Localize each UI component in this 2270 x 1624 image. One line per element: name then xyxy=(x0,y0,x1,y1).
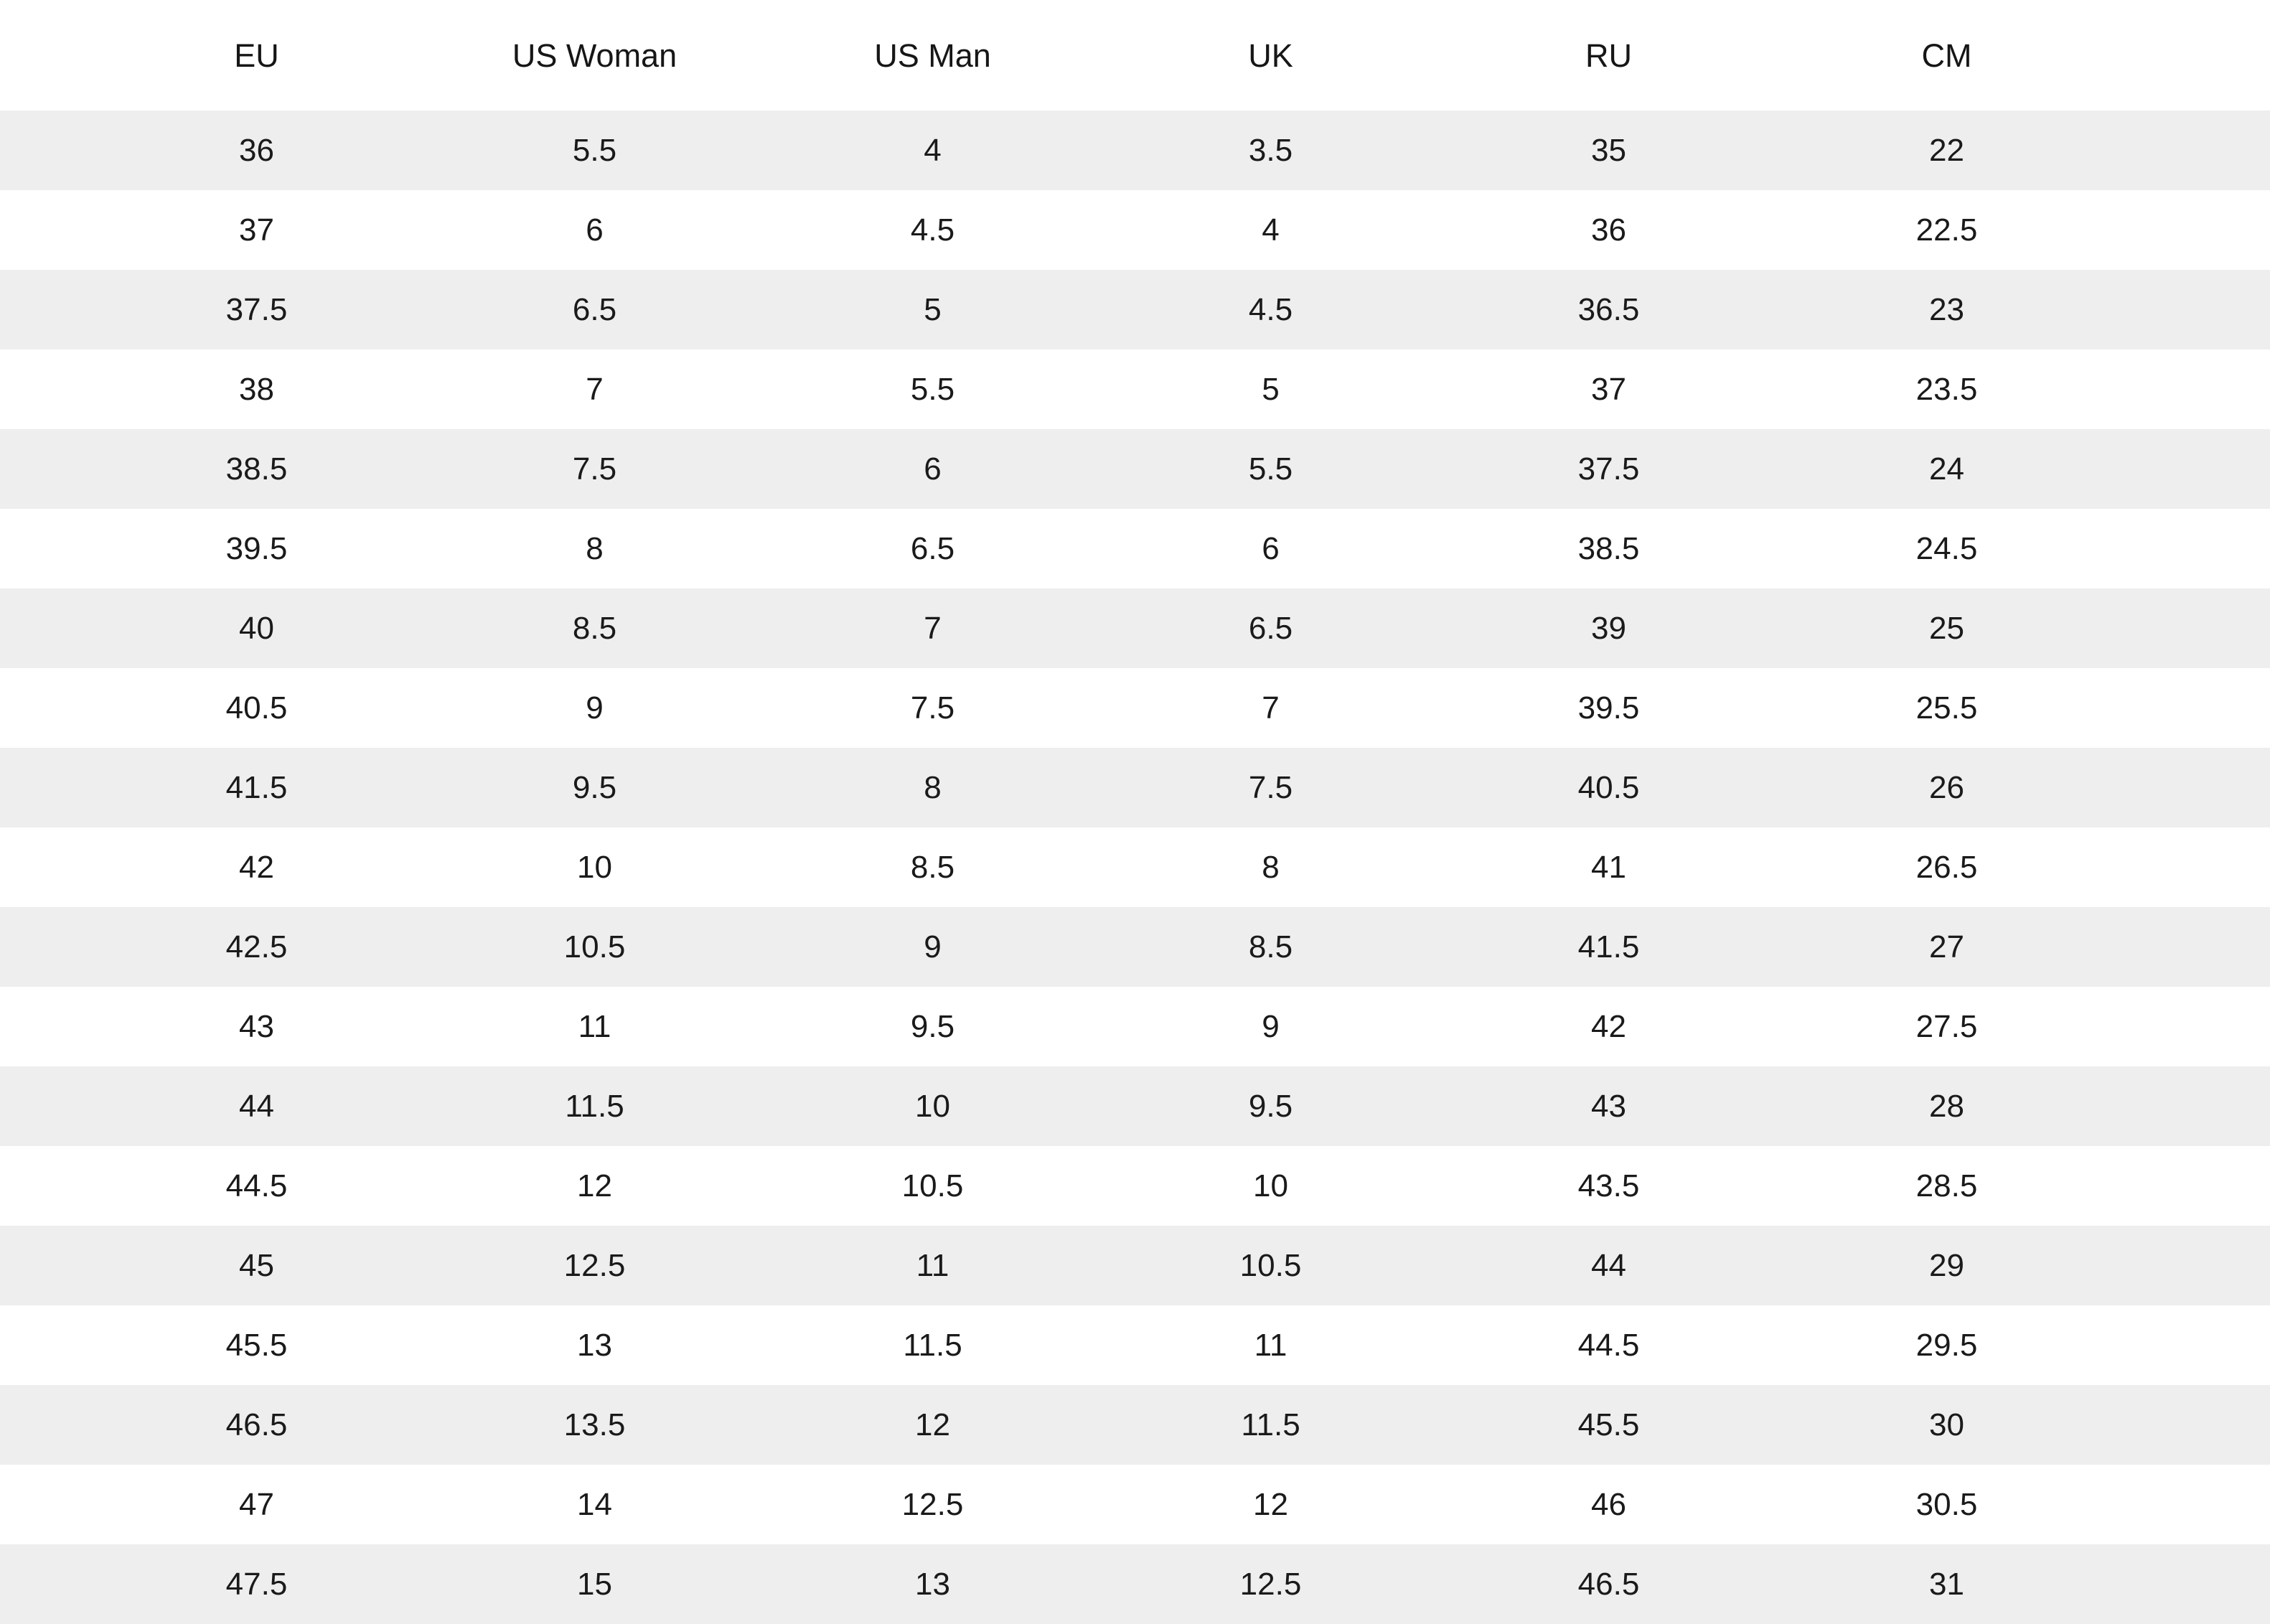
table-cell: 27.5 xyxy=(1915,1008,1978,1044)
column-header: CM xyxy=(1921,37,1972,74)
table-cell: 9 xyxy=(1262,1008,1280,1044)
table-cell: 31 xyxy=(1929,1566,1964,1602)
table-cell: 45 xyxy=(239,1247,274,1283)
table-cell: 40.5 xyxy=(225,690,288,726)
table-cell: 10 xyxy=(1253,1168,1288,1203)
table-cell: 7.5 xyxy=(572,451,617,487)
table-cell: 40 xyxy=(239,610,274,646)
table-cell: 44.5 xyxy=(225,1168,288,1203)
table-cell: 40.5 xyxy=(1577,769,1640,805)
table-cell: 43.5 xyxy=(1577,1168,1640,1203)
column-header: US Woman xyxy=(512,37,677,74)
table-cell: 11.5 xyxy=(565,1088,624,1124)
table-cell: 7 xyxy=(586,371,604,407)
table-cell: 7.5 xyxy=(1248,769,1293,805)
table-cell: 41.5 xyxy=(1577,929,1640,964)
table-cell: 26 xyxy=(1929,769,1964,805)
table-cell: 11.5 xyxy=(1241,1407,1300,1442)
table-cell: 37.5 xyxy=(225,291,288,327)
table-cell: 41.5 xyxy=(225,769,288,805)
table-row xyxy=(0,190,2270,270)
table-cell: 7 xyxy=(924,610,942,646)
table-row xyxy=(0,1066,2270,1146)
table-cell: 26.5 xyxy=(1915,849,1978,885)
table-cell: 39.5 xyxy=(1577,690,1640,726)
table-cell: 6 xyxy=(586,212,604,248)
table-row xyxy=(0,987,2270,1066)
table-row xyxy=(0,1146,2270,1226)
table-cell: 5 xyxy=(1262,371,1280,407)
table-cell: 42.5 xyxy=(225,929,288,964)
table-row xyxy=(0,349,2270,429)
table-cell: 13.5 xyxy=(563,1407,626,1442)
table-cell: 23.5 xyxy=(1915,371,1978,407)
table-row xyxy=(0,668,2270,748)
table-cell: 14 xyxy=(577,1486,612,1522)
table-cell: 46.5 xyxy=(225,1407,288,1442)
table-cell: 25.5 xyxy=(1915,690,1978,726)
column-header: EU xyxy=(234,37,279,74)
table-cell: 44 xyxy=(239,1088,274,1124)
table-row xyxy=(0,907,2270,987)
table-cell: 39.5 xyxy=(225,530,288,566)
table-cell: 13 xyxy=(577,1327,612,1363)
table-cell: 22 xyxy=(1929,132,1964,168)
table-cell: 8.5 xyxy=(910,849,955,885)
table-cell: 29.5 xyxy=(1915,1327,1978,1363)
table-cell: 8 xyxy=(1262,849,1280,885)
table-cell: 10 xyxy=(577,849,612,885)
table-row xyxy=(0,1465,2270,1544)
table-cell: 10.5 xyxy=(901,1168,964,1203)
table-cell: 42 xyxy=(239,849,274,885)
table-cell: 8 xyxy=(924,769,942,805)
table-body xyxy=(0,111,2270,1624)
table-cell: 9 xyxy=(586,690,604,726)
table-header-row xyxy=(0,0,2270,111)
table-cell: 44.5 xyxy=(1577,1327,1640,1363)
table-cell: 29 xyxy=(1929,1247,1964,1283)
table-row xyxy=(0,827,2270,907)
table-cell: 23 xyxy=(1929,291,1964,327)
table-cell: 11.5 xyxy=(903,1327,962,1363)
table-cell: 46 xyxy=(1591,1486,1626,1522)
table-cell: 42 xyxy=(1591,1008,1626,1044)
table-cell: 5 xyxy=(924,291,942,327)
table-cell: 37 xyxy=(1591,371,1626,407)
table-cell: 24.5 xyxy=(1915,530,1978,566)
table-row xyxy=(0,748,2270,827)
table-cell: 9 xyxy=(924,929,942,964)
table-cell: 47 xyxy=(239,1486,274,1522)
table-cell: 6.5 xyxy=(1248,610,1293,646)
table-cell: 37.5 xyxy=(1577,451,1640,487)
table-cell: 5.5 xyxy=(910,371,955,407)
table-row xyxy=(0,1305,2270,1385)
table-cell: 38.5 xyxy=(1577,530,1640,566)
table-cell: 13 xyxy=(915,1566,950,1602)
table-cell: 25 xyxy=(1929,610,1964,646)
table-cell: 12 xyxy=(577,1168,612,1203)
table-cell: 8.5 xyxy=(1248,929,1293,964)
table-cell: 9.5 xyxy=(1248,1088,1293,1124)
table-cell: 5.5 xyxy=(1248,451,1293,487)
table-cell: 5.5 xyxy=(572,132,617,168)
table-cell: 10.5 xyxy=(563,929,626,964)
table-cell: 47.5 xyxy=(225,1566,288,1602)
table-row xyxy=(0,1385,2270,1465)
table-cell: 36 xyxy=(239,132,274,168)
table-cell: 41 xyxy=(1591,849,1626,885)
table-cell: 6 xyxy=(924,451,942,487)
table-cell: 4.5 xyxy=(1248,291,1293,327)
table-cell: 12.5 xyxy=(563,1247,626,1283)
table-cell: 6 xyxy=(1262,530,1280,566)
table-cell: 9.5 xyxy=(572,769,617,805)
table-cell: 4 xyxy=(1262,212,1280,248)
table-cell: 46.5 xyxy=(1577,1566,1640,1602)
table-cell: 35 xyxy=(1591,132,1626,168)
table-cell: 39 xyxy=(1591,610,1626,646)
table-cell: 8.5 xyxy=(572,610,617,646)
table-cell: 28 xyxy=(1929,1088,1964,1124)
table-cell: 12.5 xyxy=(901,1486,964,1522)
table-row xyxy=(0,509,2270,588)
table-cell: 37 xyxy=(239,212,274,248)
table-cell: 36 xyxy=(1591,212,1626,248)
table-cell: 43 xyxy=(239,1008,274,1044)
table-cell: 43 xyxy=(1591,1088,1626,1124)
column-header: UK xyxy=(1248,37,1293,74)
table-cell: 44 xyxy=(1591,1247,1626,1283)
table-cell: 4.5 xyxy=(910,212,955,248)
table-cell: 11 xyxy=(1254,1327,1288,1363)
table-cell: 45.5 xyxy=(225,1327,288,1363)
table-cell: 11 xyxy=(916,1247,949,1283)
table-row xyxy=(0,429,2270,509)
table-cell: 7.5 xyxy=(910,690,955,726)
table-cell: 7 xyxy=(1262,690,1280,726)
table-cell: 6.5 xyxy=(572,291,617,327)
table-cell: 30 xyxy=(1929,1407,1964,1442)
table-cell: 24 xyxy=(1929,451,1964,487)
table-row xyxy=(0,111,2270,190)
table-cell: 12.5 xyxy=(1239,1566,1302,1602)
table-cell: 12 xyxy=(1253,1486,1288,1522)
table-cell: 10.5 xyxy=(1239,1247,1302,1283)
table-cell: 3.5 xyxy=(1248,132,1293,168)
table-row xyxy=(0,588,2270,668)
table-row xyxy=(0,1544,2270,1624)
table-cell: 38 xyxy=(239,371,274,407)
table-cell: 28.5 xyxy=(1915,1168,1978,1203)
table-cell: 36.5 xyxy=(1577,291,1640,327)
table-cell: 45.5 xyxy=(1577,1407,1640,1442)
table-cell: 11 xyxy=(578,1008,611,1044)
table-cell: 4 xyxy=(924,132,942,168)
table-cell: 15 xyxy=(577,1566,612,1602)
table-cell: 27 xyxy=(1929,929,1964,964)
table-cell: 30.5 xyxy=(1915,1486,1978,1522)
column-header: US Man xyxy=(874,37,991,74)
column-header: RU xyxy=(1585,37,1632,74)
table-cell: 38.5 xyxy=(225,451,288,487)
table-row xyxy=(0,1226,2270,1305)
table-cell: 9.5 xyxy=(910,1008,955,1044)
table-cell: 8 xyxy=(586,530,604,566)
table-row xyxy=(0,270,2270,349)
table-cell: 10 xyxy=(915,1088,950,1124)
table-cell: 12 xyxy=(915,1407,950,1442)
table-cell: 22.5 xyxy=(1915,212,1978,248)
table-cell: 6.5 xyxy=(910,530,955,566)
